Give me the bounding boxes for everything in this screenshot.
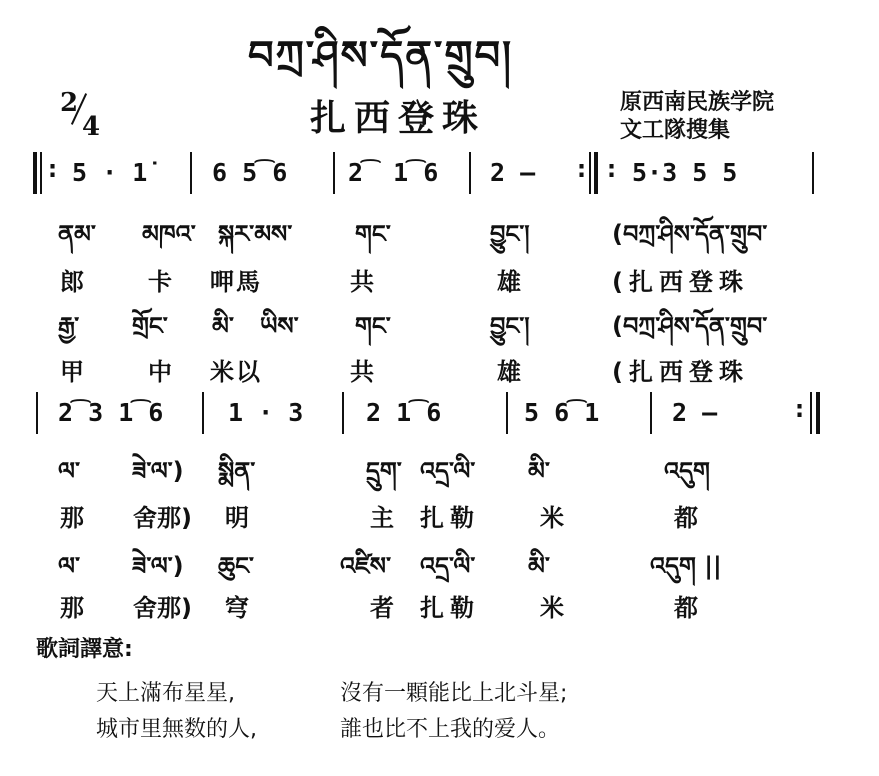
lyric-syllable: (扎西登珠 xyxy=(612,358,749,386)
lyric-syllable: མཁའ་ xyxy=(142,220,196,248)
measure-10-notes: 2 — xyxy=(672,398,718,427)
barline xyxy=(506,392,508,434)
lyric-syllable: 扎勒 xyxy=(420,504,480,532)
collector-line-1: 原西南民族学院 xyxy=(620,90,775,115)
translation-line-2a: 城市里無数的人, xyxy=(96,717,257,742)
final-bar-thin xyxy=(810,392,812,434)
repeat-end-dots: : xyxy=(792,394,808,423)
lyric-syllable: 主 xyxy=(370,504,394,532)
barline xyxy=(190,152,192,194)
lyric-syllable: སྨིན་ xyxy=(218,457,256,485)
repeat-start-thick xyxy=(33,152,37,194)
meter-top: 2 xyxy=(60,88,79,118)
translation-line-1b: 沒有一顆能比上北斗星; xyxy=(340,681,568,706)
lyric-syllable: 舍那) xyxy=(133,594,192,622)
repeat-start-thin xyxy=(40,152,42,194)
lyric-syllable: (བཀྲ་ཤིས་དོན་གྲུབ་ xyxy=(612,312,768,340)
repeat-dots: : xyxy=(604,154,620,183)
lyric-syllable: ཆུང་ xyxy=(218,552,254,580)
lyric-syllable: 都 xyxy=(674,594,698,622)
translation-heading: 歌詞譯意: xyxy=(36,637,133,662)
measure-9-notes: 5 6͡1 xyxy=(524,398,600,427)
lyric-syllable: (བཀྲ་ཤིས་དོན་གྲུབ་ xyxy=(612,220,768,248)
lyric-syllable: 扎勒 xyxy=(420,594,480,622)
lyric-syllable: ལ་ xyxy=(58,457,80,485)
lyric-syllable: 甲 xyxy=(60,358,84,386)
measure-2-notes: 6 5͡6 xyxy=(212,158,288,187)
lyric-syllable: 中 xyxy=(148,358,172,386)
repeat-dots: : xyxy=(45,154,61,183)
lyric-syllable: 卡 xyxy=(148,268,172,296)
measure-3-notes: 2͡ 1͡6 xyxy=(348,158,439,187)
chinese-title: 扎西登珠 xyxy=(310,98,487,139)
measure-1-notes: 5 · 1̇ xyxy=(72,158,148,187)
lyric-syllable: 雄 xyxy=(497,358,521,386)
meter-bottom: 4 xyxy=(82,112,101,142)
barline xyxy=(36,392,38,434)
barline xyxy=(342,392,344,434)
repeat-end-thin xyxy=(589,152,591,194)
measure-4-notes: 2 — xyxy=(490,158,536,187)
repeat-end-thick xyxy=(594,152,598,194)
tibetan-title: བཀྲ་ཤིས་དོན་གྲུབ། xyxy=(248,32,513,79)
lyric-syllable: ནམ་ xyxy=(58,220,96,248)
lyric-syllable: 共 xyxy=(350,268,374,296)
translation-line-1a: 天上滿布星星, xyxy=(96,681,235,706)
lyric-syllable: (扎西登珠 xyxy=(612,268,749,296)
translation-line-2b: 誰也比不上我的爱人。 xyxy=(340,717,561,742)
lyric-syllable: ཡིས་ xyxy=(260,312,299,340)
lyric-syllable: 那 xyxy=(60,504,84,532)
lyric-syllable: ཟེ་ལ་) xyxy=(132,457,184,485)
lyric-syllable: གྲོང་ xyxy=(132,312,168,340)
lyric-syllable: 那 xyxy=(60,594,84,622)
lyric-syllable: 共 xyxy=(350,358,374,386)
lyric-syllable: སྐར་མས་ xyxy=(218,220,293,248)
final-bar-thick xyxy=(816,392,820,434)
repeat-end-dots: : xyxy=(574,154,590,183)
lyric-syllable: འདུག || xyxy=(650,552,722,580)
lyric-syllable: རྒྱ་ xyxy=(58,312,80,340)
lyric-syllable: 舍那) xyxy=(133,504,192,532)
measure-7-notes: 1 · 3 xyxy=(228,398,304,427)
lyric-syllable: ལ་ xyxy=(58,552,80,580)
lyric-syllable: 郎 xyxy=(60,268,84,296)
lyric-syllable: མི་ xyxy=(528,552,550,580)
lyric-syllable: འདྲ་ལི་ xyxy=(420,552,476,580)
lyric-syllable: 者 xyxy=(370,594,394,622)
lyric-syllable: མི་ xyxy=(212,312,234,340)
lyric-syllable: བྱུང་། xyxy=(490,312,530,340)
collector-line-2: 文工隊搜集 xyxy=(620,118,731,143)
barline xyxy=(333,152,335,194)
measure-6-notes: 2͡3 1͡6 xyxy=(58,398,164,427)
lyric-syllable: 米 xyxy=(540,594,564,622)
lyric-syllable: དྲུག་ xyxy=(366,457,402,485)
lyric-syllable: འདྲ་ལི་ xyxy=(420,457,476,485)
barline xyxy=(812,152,814,194)
lyric-syllable: གང་ xyxy=(355,220,391,248)
lyric-syllable: 明 xyxy=(225,504,249,532)
measure-5-notes: 5·3 5 5 xyxy=(632,158,738,187)
lyric-syllable: 穹 xyxy=(225,594,249,622)
lyric-syllable: འདུག xyxy=(664,457,710,485)
lyric-syllable: 雄 xyxy=(497,268,521,296)
lyric-syllable: མི་ xyxy=(528,457,550,485)
lyric-syllable: 米 xyxy=(540,504,564,532)
lyric-syllable: 都 xyxy=(674,504,698,532)
barline xyxy=(650,392,652,434)
lyric-syllable: བྱུང་། xyxy=(490,220,530,248)
lyric-syllable: 呷馬 xyxy=(210,268,262,296)
lyric-syllable: འཛིས་ xyxy=(340,552,391,580)
lyric-syllable: གང་ xyxy=(355,312,391,340)
measure-8-notes: 2 1͡6 xyxy=(366,398,442,427)
barline xyxy=(202,392,204,434)
lyric-syllable: ཟེ་ལ་) xyxy=(132,552,184,580)
barline xyxy=(469,152,471,194)
lyric-syllable: 米以 xyxy=(210,358,262,386)
